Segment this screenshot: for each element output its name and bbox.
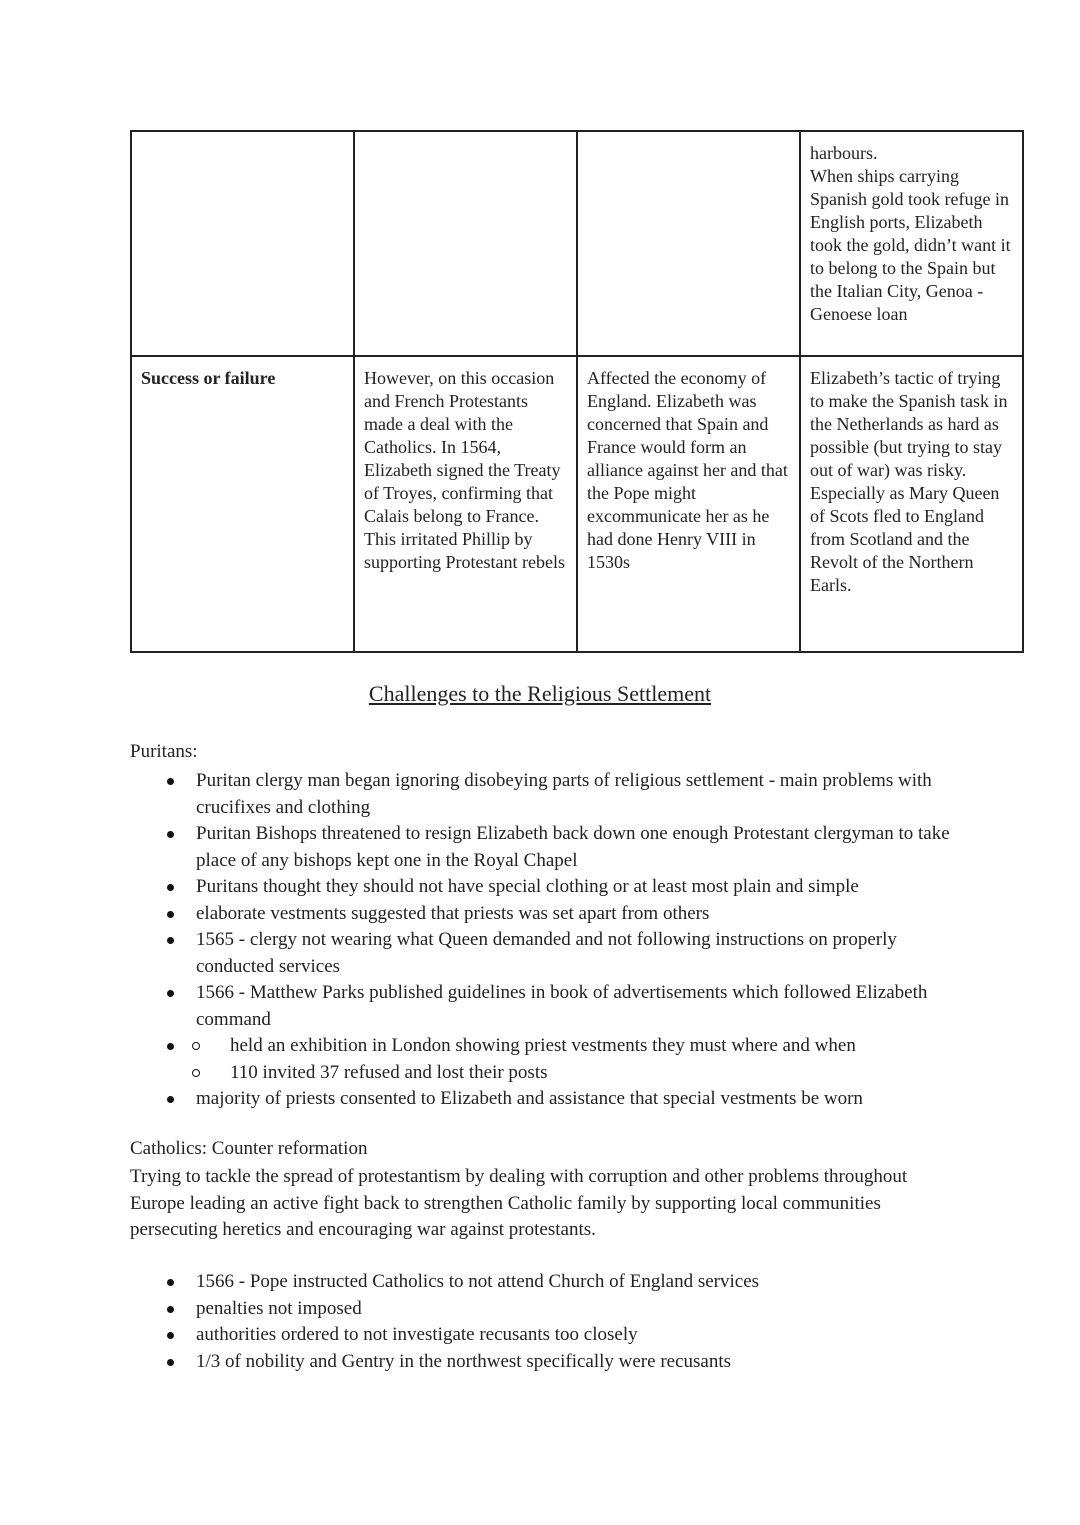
table-cell	[131, 356, 354, 652]
puritans-sub-list	[160, 1033, 960, 1086]
list-item: 1566 - Matthew Parks published guidelines in book of advertisements which followed Elizabeth command	[160, 980, 960, 1033]
sub-list-item: 110 invited 37 refused and lost their posts	[160, 1060, 960, 1087]
puritans-label: Puritans:	[130, 741, 198, 762]
catholics-paragraph: Trying to tackle the spread of protestantism by dealing with corruption and other problems throughout Europe leading an active fight back to strengthen Catholic family by supporting local communities persecuting heretics and encouraging war against protestants.	[130, 1166, 908, 1240]
table-cell	[131, 131, 354, 356]
row-label-success-or-failure: Success or failure	[141, 368, 276, 388]
list-item: Puritans thought they should not have special clothing or at least most plain and simple	[160, 874, 960, 901]
catholics-bullet-list	[160, 1269, 960, 1375]
list-item: 1/3 of nobility and Gentry in the northwest specifically were recusants	[160, 1349, 960, 1376]
table-cell	[577, 131, 800, 356]
list-item: Puritan Bishops threatened to resign Elizabeth back down one enough Protestant clergyman to take place of any bishops kept one in the Royal Chapel	[160, 821, 960, 874]
list-item: majority of priests consented to Elizabeth and assistance that special vestments be worn	[160, 1086, 960, 1113]
list-item: 1565 - clergy not wearing what Queen demanded and not following instructions on properly conducted services	[160, 927, 960, 980]
cell-france: However, on this occasion and French Protestants made a deal with the Catholics. In 1564, Elizabeth signed the Treaty of Troyes, confirming that Calais belong to France. This irritated Phillip by supporting Protestant rebels	[364, 368, 565, 572]
section-heading: Challenges to the Religious Settlement	[368, 681, 712, 706]
table-cell	[800, 356, 1023, 652]
table-cell	[800, 131, 1023, 356]
comparison-table	[130, 130, 1024, 653]
puritans-bullet-list	[160, 768, 960, 1113]
list-item: elaborate vestments suggested that priests was set apart from others	[160, 901, 960, 928]
list-item: penalties not imposed	[160, 1296, 960, 1323]
table-cell	[354, 131, 577, 356]
list-item: 1566 - Pope instructed Catholics to not attend Church of England services	[160, 1269, 960, 1296]
cell-economy: Affected the economy of England. Elizabeth was concerned that Spain and France would form an alliance against her and that the Pope might excommunicate her as he had done Henry VIII in 1530s	[587, 368, 788, 572]
list-item: Puritan clergy man began ignoring disobeying parts of religious settlement - main problems with crucifixes and clothing	[160, 768, 960, 821]
table-cell	[577, 356, 800, 652]
sub-list-item: held an exhibition in London showing priest vestments they must where and when	[160, 1033, 960, 1060]
cell-netherlands: Elizabeth’s tactic of trying to make the Spanish task in the Netherlands as hard as possible (but trying to stay out of war) was risky. Especially as Mary Queen of Scots fled to England from Scotland and the Revolt of the Northern Earls.	[810, 368, 1008, 595]
harbours-cell-text: harbours. When ships carrying Spanish gold took refuge in English ports, Elizabeth took the gold, didn’t want it to belong to the Spain but the Italian City, Genoa - Genoese loan	[810, 143, 1011, 324]
table-row	[131, 356, 1023, 652]
sub-list-container	[160, 1033, 960, 1086]
list-item: authorities ordered to not investigate recusants too closely	[160, 1322, 960, 1349]
table-cell	[354, 356, 577, 652]
table-row	[131, 131, 1023, 356]
catholics-label: Catholics: Counter reformation	[130, 1138, 368, 1159]
